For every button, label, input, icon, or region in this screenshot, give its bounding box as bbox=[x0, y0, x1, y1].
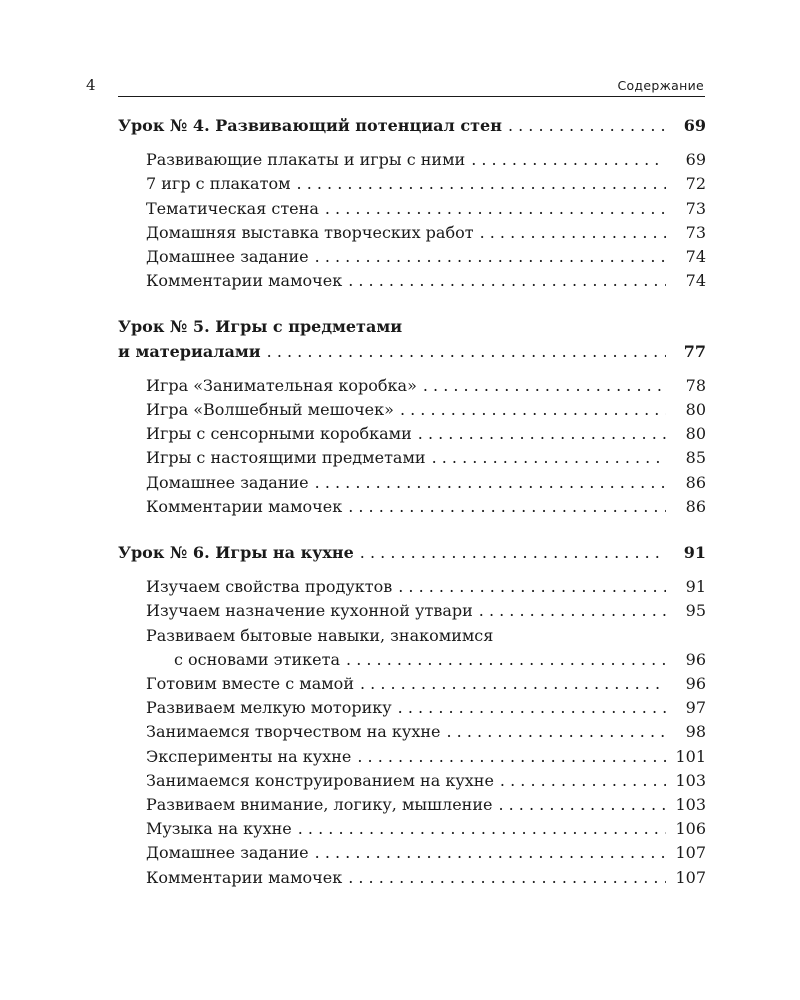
toc-item-title: Домашнее задание bbox=[146, 472, 309, 492]
toc-item-page: 107 bbox=[675, 867, 706, 887]
toc-item-entry[interactable] bbox=[118, 672, 706, 696]
toc-item-entry[interactable] bbox=[118, 575, 706, 599]
dot-leader bbox=[418, 422, 666, 446]
toc-item-entry[interactable] bbox=[118, 398, 706, 422]
toc-item-page: 103 bbox=[675, 770, 706, 790]
toc-lesson-page: 69 bbox=[683, 116, 706, 135]
toc-item-title: Изучаем свойства продуктов bbox=[146, 577, 393, 597]
toc-item-title: Готовим вместе с мамой bbox=[146, 674, 354, 694]
toc-item-title: Домашнее задание bbox=[146, 247, 309, 267]
toc-item-page: 95 bbox=[685, 601, 706, 621]
toc-item-title: Изучаем назначение кухонной утвари bbox=[146, 601, 473, 621]
toc-item-title: Игра «Занимательная коробка» bbox=[146, 375, 417, 395]
toc-item-title: Занимаемся творчеством на кухне bbox=[146, 722, 441, 742]
toc-lesson-entry[interactable] bbox=[118, 340, 706, 364]
dot-leader bbox=[348, 866, 666, 890]
toc-item-entry[interactable] bbox=[118, 866, 706, 890]
dot-leader bbox=[480, 221, 666, 245]
toc-item-entry[interactable] bbox=[118, 648, 706, 672]
dot-leader bbox=[447, 720, 667, 744]
toc-item-page: 85 bbox=[685, 448, 706, 468]
toc-item-page: 103 bbox=[675, 795, 706, 815]
toc-item-page: 69 bbox=[685, 150, 706, 170]
toc-item-title: Домашняя выставка творческих работ bbox=[146, 222, 474, 242]
toc-item-page: 98 bbox=[685, 722, 706, 742]
running-head: Содержание bbox=[617, 78, 704, 93]
toc-item-page: 91 bbox=[685, 577, 706, 597]
dot-leader bbox=[500, 769, 666, 793]
toc-item-entry[interactable] bbox=[118, 446, 706, 470]
toc-item-title: Игра «Волшебный мешочек» bbox=[146, 400, 394, 420]
toc-item-entry[interactable] bbox=[118, 769, 706, 793]
dot-leader bbox=[267, 340, 666, 364]
dot-leader bbox=[471, 148, 666, 172]
toc-section-lesson-6 bbox=[118, 541, 706, 890]
toc-item-title-continuation: с основами этикета bbox=[174, 649, 341, 669]
toc-item-title: Игры с сенсорными коробками bbox=[146, 424, 412, 444]
toc-lesson-entry[interactable] bbox=[118, 541, 706, 565]
toc-item-page: 72 bbox=[685, 174, 706, 194]
dot-leader bbox=[479, 599, 666, 623]
toc-section-lesson-4 bbox=[118, 114, 706, 293]
toc-item-entry[interactable] bbox=[118, 495, 706, 519]
dot-leader bbox=[400, 398, 666, 422]
dot-leader bbox=[357, 745, 666, 769]
toc-item-title: Комментарии мамочек bbox=[146, 867, 343, 887]
toc-lesson-page: 91 bbox=[683, 543, 706, 563]
dot-leader bbox=[348, 495, 666, 519]
toc-item-title: Развиваем мелкую моторику bbox=[146, 698, 392, 718]
dot-leader bbox=[398, 696, 666, 720]
toc-item-entry[interactable] bbox=[118, 374, 706, 398]
toc-item-entry[interactable] bbox=[118, 197, 706, 221]
toc-item-page: 86 bbox=[685, 496, 706, 516]
toc-item-entry[interactable] bbox=[118, 471, 706, 495]
dot-leader bbox=[297, 172, 666, 196]
toc-item-page: 106 bbox=[675, 819, 706, 839]
toc-item-page: 97 bbox=[685, 698, 706, 718]
dot-leader bbox=[346, 648, 666, 672]
toc-lesson-title: и материалами bbox=[118, 341, 261, 361]
toc-section-lesson-5 bbox=[118, 315, 706, 519]
toc-item-entry[interactable] bbox=[118, 148, 706, 172]
page-number: 4 bbox=[86, 76, 96, 94]
dot-leader bbox=[398, 575, 666, 599]
toc-item-entry[interactable] bbox=[118, 745, 706, 769]
toc-item-entry[interactable] bbox=[118, 696, 706, 720]
toc-item-title: Занимаемся конструированием на кухне bbox=[146, 770, 494, 790]
toc-lesson-title-line[interactable] bbox=[118, 315, 706, 339]
dot-leader bbox=[315, 841, 666, 865]
toc-item-title: Музыка на кухне bbox=[146, 819, 292, 839]
toc-item-entry[interactable] bbox=[118, 841, 706, 865]
toc-item-title: Комментарии мамочек bbox=[146, 271, 343, 291]
toc-item-page: 74 bbox=[685, 271, 706, 291]
toc-item-title: Развивающие плакаты и игры с ними bbox=[146, 150, 466, 170]
toc-lesson-title: Урок № 5. Игры с предметами bbox=[118, 317, 403, 337]
toc-item-entry[interactable] bbox=[118, 720, 706, 744]
toc-item-entry[interactable] bbox=[118, 817, 706, 841]
toc-item-title: Домашнее задание bbox=[146, 843, 309, 863]
toc-item-entry[interactable] bbox=[118, 793, 706, 817]
toc-item-title: Тематическая стена bbox=[146, 198, 319, 218]
table-of-contents bbox=[118, 114, 706, 890]
toc-item-page: 74 bbox=[685, 247, 706, 267]
toc-item-page: 86 bbox=[685, 472, 706, 492]
dot-leader bbox=[325, 197, 666, 221]
dot-leader bbox=[315, 245, 666, 269]
toc-lesson-entry[interactable] bbox=[118, 114, 706, 138]
toc-item-title-line[interactable] bbox=[118, 624, 706, 648]
dot-leader bbox=[315, 471, 666, 495]
toc-item-title: Эксперименты на кухне bbox=[146, 746, 352, 766]
toc-item-entry[interactable] bbox=[118, 599, 706, 623]
toc-item-page: 80 bbox=[685, 400, 706, 420]
dot-leader bbox=[360, 672, 666, 696]
toc-item-page: 78 bbox=[685, 375, 706, 395]
toc-lesson-title: Урок № 4. Развивающий потенциал стен bbox=[118, 116, 502, 135]
toc-item-title: Развиваем внимание, логику, мышление bbox=[146, 795, 493, 815]
dot-leader bbox=[423, 374, 666, 398]
toc-item-page: 107 bbox=[675, 843, 706, 863]
toc-item-entry[interactable] bbox=[118, 221, 706, 245]
dot-leader bbox=[360, 541, 666, 565]
toc-item-title: Развиваем бытовые навыки, знакомимся bbox=[146, 625, 494, 645]
toc-item-page: 80 bbox=[685, 424, 706, 444]
dot-leader bbox=[498, 793, 666, 817]
toc-item-title: Игры с настоящими предметами bbox=[146, 448, 426, 468]
dot-leader bbox=[432, 446, 666, 470]
dot-leader bbox=[348, 269, 666, 293]
toc-item-title: 7 игр с плакатом bbox=[146, 174, 291, 194]
dot-leader bbox=[508, 114, 666, 138]
toc-item-entry[interactable] bbox=[118, 422, 706, 446]
toc-item-entry[interactable] bbox=[118, 269, 706, 293]
dot-leader bbox=[298, 817, 666, 841]
toc-item-entry[interactable] bbox=[118, 172, 706, 196]
toc-item-page: 101 bbox=[675, 746, 706, 766]
toc-lesson-title: Урок № 6. Игры на кухне bbox=[118, 543, 354, 563]
toc-item-page: 73 bbox=[685, 198, 706, 218]
header-rule bbox=[118, 96, 705, 97]
toc-item-entry[interactable] bbox=[118, 245, 706, 269]
toc-item-page: 96 bbox=[685, 649, 706, 669]
toc-item-page: 96 bbox=[685, 674, 706, 694]
toc-lesson-page: 77 bbox=[683, 341, 706, 361]
toc-item-title: Комментарии мамочек bbox=[146, 496, 343, 516]
toc-item-page: 73 bbox=[685, 222, 706, 242]
